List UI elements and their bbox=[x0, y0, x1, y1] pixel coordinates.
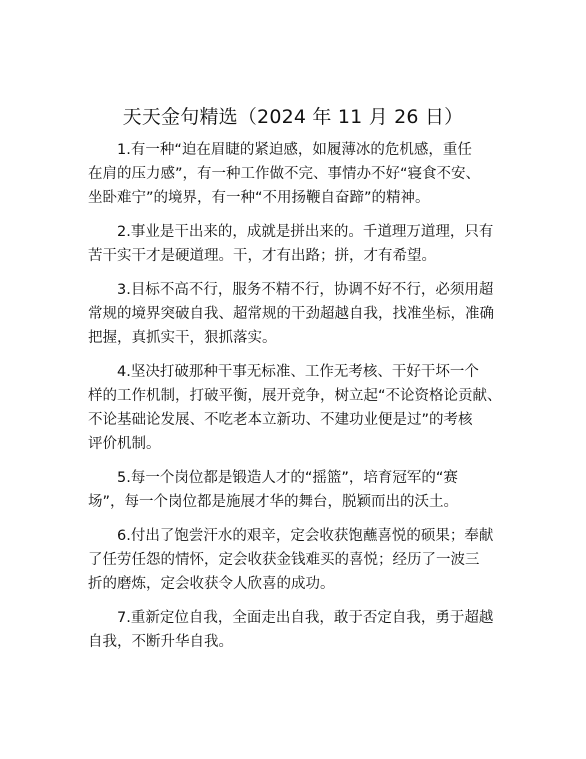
paragraph-5 bbox=[88, 466, 506, 514]
paragraph-line: 自我，不断升华自我。 bbox=[88, 634, 233, 650]
paragraph-2 bbox=[88, 220, 506, 268]
paragraph-6 bbox=[88, 524, 506, 596]
document-body bbox=[88, 138, 506, 664]
paragraph-line: 7.重新定位自我，全面走出自我，敢于否定自我，勇于超越 bbox=[117, 610, 494, 626]
paragraph-line: 1.有一种“迫在眉睫的紧迫感，如履薄冰的危机感，重任 bbox=[117, 142, 472, 158]
paragraph-line: 6.付出了饱尝汗水的艰辛，定会收获饱蘸喜悦的硕果；奉献 bbox=[117, 528, 494, 544]
paragraph-line: 苦干实干才是硬道理。干，才有出路；拼，才有希望。 bbox=[88, 248, 436, 264]
paragraph-line: 常规的境界突破自我、超常规的干劲超越自我，找准坐标，准确 bbox=[88, 306, 494, 322]
paragraph-line: 评价机制。 bbox=[88, 436, 161, 452]
paragraph-line: 不论基础论发展、不吃老本立新功、不建功业便是过”的考核 bbox=[88, 412, 473, 428]
paragraph-line: 把握，真抓实干，狠抓落实。 bbox=[88, 330, 277, 346]
paragraph-line: 场”，每一个岗位都是施展才华的舞台，脱颖而出的沃土。 bbox=[88, 494, 459, 510]
paragraph-line: 坐卧难宁”的境界，有一种“不用扬鞭自奋蹄”的精神。 bbox=[88, 190, 430, 206]
paragraph-line: 样的工作机制，打破平衡，展开竞争，树立起“不论资格论贡献、 bbox=[88, 388, 502, 404]
paragraph-1 bbox=[88, 138, 506, 210]
paragraph-line: 了任劳任怨的情怀，定会收获金钱难买的喜悦；经历了一波三 bbox=[88, 552, 480, 568]
document-title: 天天金句精选（2024 年 11 月 26 日） bbox=[122, 106, 464, 128]
paragraph-line: 2.事业是干出来的，成就是拼出来的。千道理万道理，只有 bbox=[117, 224, 494, 240]
paragraph-7 bbox=[88, 606, 506, 654]
paragraph-line: 3.目标不高不行，服务不精不行，协调不好不行，必须用超 bbox=[117, 282, 494, 298]
paragraph-4 bbox=[88, 360, 506, 456]
paragraph-line: 在肩的压力感”，有一种工作做不完、事情办不好“寝食不安、 bbox=[88, 166, 481, 182]
paragraph-line: 折的磨炼，定会收获令人欣喜的成功。 bbox=[88, 576, 335, 592]
paragraph-line: 5.每一个岗位都是锻造人才的“摇篮”，培育冠军的“赛 bbox=[117, 470, 458, 486]
paragraph-line: 4.坚决打破那种干事无标准、工作无考核、干好干坏一个 bbox=[117, 364, 479, 380]
paragraph-3 bbox=[88, 278, 506, 350]
